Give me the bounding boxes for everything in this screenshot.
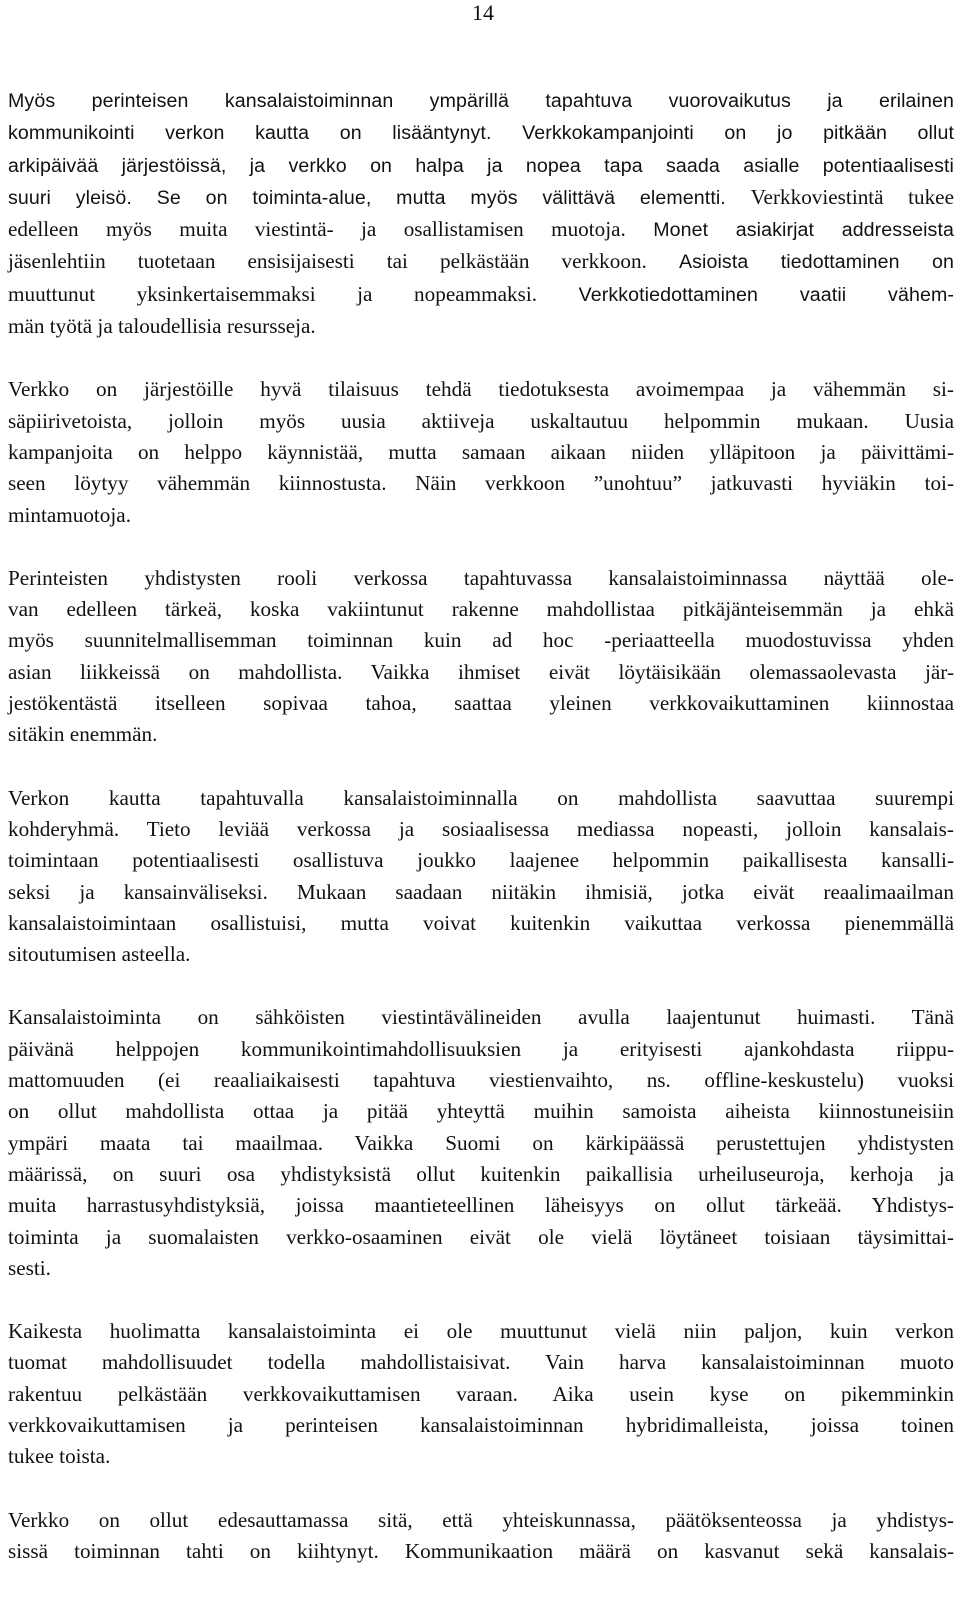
text-segment: van edelleen tärkeä, koska vakiintunut rakenne mahdollistaa pitkäjänteisemmän ja ehkä	[8, 597, 954, 622]
text-line	[8, 150, 954, 182]
text-segment: määrissä, on suuri osa yhdistyksistä ollut kuitenkin paikallisia urheiluseuroja, kerhoja ja	[8, 1161, 954, 1186]
text-line	[8, 625, 954, 656]
text-line	[8, 688, 954, 719]
text-segment: sitäkin enemmän.	[8, 722, 158, 747]
text-segment: mintamuotoja.	[8, 502, 131, 527]
text-segment: Verkko on ollut edesauttamassa sitä, että yhteiskunnassa, päätöksenteossa ja yhdistys-	[8, 1507, 954, 1532]
text-segment: arkipäivää järjestöissä, ja verkko on halpa ja nopea tapa saada asialle potentiaalisesti	[8, 154, 954, 177]
text-segment: kansalaistoimintaan osallistuisi, mutta voivat kuitenkin vaikuttaa verkossa pienemmällä	[8, 910, 954, 935]
text-line	[8, 500, 954, 531]
text-line	[8, 1347, 954, 1378]
page-number: 14	[472, 0, 494, 25]
text-segment: on ollut mahdollista ottaa ja pitää yhteyttä muihin samoista aiheista kiinnostuneisiin	[8, 1099, 954, 1124]
text-segment: jäsenlehtiin tuotetaan ensisijaisesti tai pelkästään verkkoon.	[8, 249, 679, 274]
text-line	[8, 783, 954, 814]
text-line	[8, 1379, 954, 1410]
text-segment: rakentuu pelkästään verkkovaikuttamisen varaan. Aika usein kyse on pikemminkin	[8, 1381, 954, 1406]
text-segment: sissä toiminnan tahti on kiihtynyt. Kommunikaation määrä on kasvanut sekä kansalais-	[8, 1538, 954, 1563]
text-line	[8, 1128, 954, 1159]
text-segment: Asioista tiedottaminen on	[678, 251, 954, 274]
text-segment: Kansalaistoiminta on sähköisten viestintävälineiden avulla laajentunut huimasti. Tänä	[8, 1005, 954, 1030]
paragraph	[8, 563, 954, 751]
text-line	[8, 594, 954, 625]
paragraph	[8, 1002, 954, 1284]
text-line	[8, 1222, 954, 1253]
text-line	[8, 657, 954, 688]
text-segment: tukee toista.	[8, 1444, 111, 1469]
text-segment: Verkkotiedottaminen vaatii vähem-	[578, 283, 954, 306]
paragraph	[8, 1505, 954, 1568]
paragraph	[8, 783, 954, 971]
text-line	[8, 1316, 954, 1347]
text-segment: Verkon kautta tapahtuvalla kansalaistoiminnalla on mahdollista saavuttaa suurempi	[8, 785, 954, 810]
text-line	[8, 311, 954, 342]
text-line	[8, 563, 954, 594]
text-line	[8, 1002, 954, 1033]
text-line	[8, 468, 954, 499]
text-segment: päivänä helppojen kommunikointimahdollisuuksien ja erityisesti ajankohdasta riippu-	[8, 1036, 954, 1061]
paragraph	[8, 85, 954, 342]
text-line	[8, 939, 954, 970]
text-line	[8, 117, 954, 149]
text-segment: män työtä ja taloudellisia resursseja.	[8, 314, 316, 339]
text-line	[8, 1410, 954, 1441]
text-line	[8, 182, 954, 214]
text-line	[8, 814, 954, 845]
text-segment: jestökentästä itselleen sopivaa tahoa, saattaa yleinen verkkovaikuttaminen kiinnostaa	[8, 691, 954, 716]
paragraph	[8, 1316, 954, 1472]
text-segment: Monet asiakirjat addresseista	[653, 219, 954, 242]
text-line	[8, 406, 954, 437]
text-line	[8, 374, 954, 405]
text-line	[8, 845, 954, 876]
document-body	[8, 85, 954, 1599]
text-segment: sitoutumisen asteella.	[8, 942, 191, 967]
text-segment: seksi ja kansainväliseksi. Mukaan saadaan niitäkin ihmisiä, jotka eivät reaalimaailman	[8, 879, 954, 904]
paragraph	[8, 374, 954, 530]
text-segment: ympäri maata tai maailmaa. Vaikka Suomi on kärkipäässä perustettujen yhdistysten	[8, 1130, 954, 1155]
text-line	[8, 877, 954, 908]
text-line	[8, 1190, 954, 1221]
text-segment: muuttunut yksinkertaisemmaksi ja nopeammaksi.	[8, 281, 579, 306]
text-segment: mattomuuden (ei reaaliaikaisesti tapahtuva viestienvaihto, ns. offline-keskustelu) vuoksi	[8, 1068, 954, 1093]
text-segment: muita harrastusyhdistyksiä, joissa maantieteellinen läheisyys on ollut tärkeää. Yhdistys-	[8, 1193, 954, 1218]
text-line	[8, 246, 954, 278]
text-segment: suuri yleisö. Se on toiminta-alue, mutta myös välittävä elementti.	[8, 186, 751, 209]
text-line	[8, 1253, 954, 1284]
text-line	[8, 1096, 954, 1127]
text-segment: kohderyhmä. Tieto leviää verkossa ja sosiaalisessa mediassa nopeasti, jolloin kansalais-	[8, 816, 954, 841]
text-line	[8, 214, 954, 246]
text-segment: sesti.	[8, 1255, 51, 1280]
text-segment: Kaikesta huolimatta kansalaistoiminta ei ole muuttunut vielä niin paljon, kuin verkon	[8, 1319, 954, 1344]
text-segment: Verkko on järjestöille hyvä tilaisuus tehdä tiedotuksesta avoimempaa ja vähemmän si-	[8, 377, 954, 402]
text-segment: toiminta ja suomalaisten verkko-osaaminen eivät ole vielä löytäneet toisiaan täysimittai-	[8, 1224, 954, 1249]
text-segment: Verkkoviestintä tukee	[750, 184, 954, 209]
text-line	[8, 279, 954, 311]
text-segment: kommunikointi verkon kautta on lisääntynyt. Verkkokampanjointi on jo pitkään ollut	[8, 122, 954, 145]
text-line	[8, 1065, 954, 1096]
text-segment: tuomat mahdollisuudet todella mahdollistaisivat. Vain harva kansalaistoiminnan muoto	[8, 1350, 954, 1375]
text-line	[8, 719, 954, 750]
text-segment: myös suunnitelmallisemman toiminnan kuin ad hoc -periaatteella muodostuvissa yhden	[8, 628, 954, 653]
text-line	[8, 908, 954, 939]
text-segment: seen löytyy vähemmän kiinnostusta. Näin verkkoon ”unohtuu” jatkuvasti hyviäkin toi-	[8, 471, 954, 496]
text-line	[8, 1441, 954, 1472]
text-line	[8, 1034, 954, 1065]
text-line	[8, 1505, 954, 1536]
text-segment: verkkovaikuttamisen ja perinteisen kansalaistoiminnan hybridimalleista, joissa toinen	[8, 1412, 954, 1437]
text-segment: toimintaan potentiaalisesti osallistuva joukko laajenee helpommin paikallisesta kansalli-	[8, 848, 954, 873]
text-line	[8, 1159, 954, 1190]
text-segment: Perinteisten yhdistysten rooli verkossa tapahtuvassa kansalaistoiminnassa näyttää ole-	[8, 565, 954, 590]
text-segment: säpiirivetoista, jolloin myös uusia aktiiveja uskaltautuu helpommin mukaan. Uusia	[8, 408, 954, 433]
text-segment: edelleen myös muita viestintä- ja osallistamisen muotoja.	[8, 217, 654, 242]
text-line	[8, 85, 954, 117]
text-segment: kampanjoita on helppo käynnistää, mutta samaan aikaan niiden ylläpitoon ja päivittämi-	[8, 439, 954, 464]
text-segment: Myös perinteisen kansalaistoiminnan ympärillä tapahtuva vuorovaikutus ja erilainen	[8, 90, 954, 112]
text-line	[8, 437, 954, 468]
text-segment: asian liikkeissä on mahdollista. Vaikka ihmiset eivät löytäisikään olemassaolevasta jär-	[8, 659, 954, 684]
